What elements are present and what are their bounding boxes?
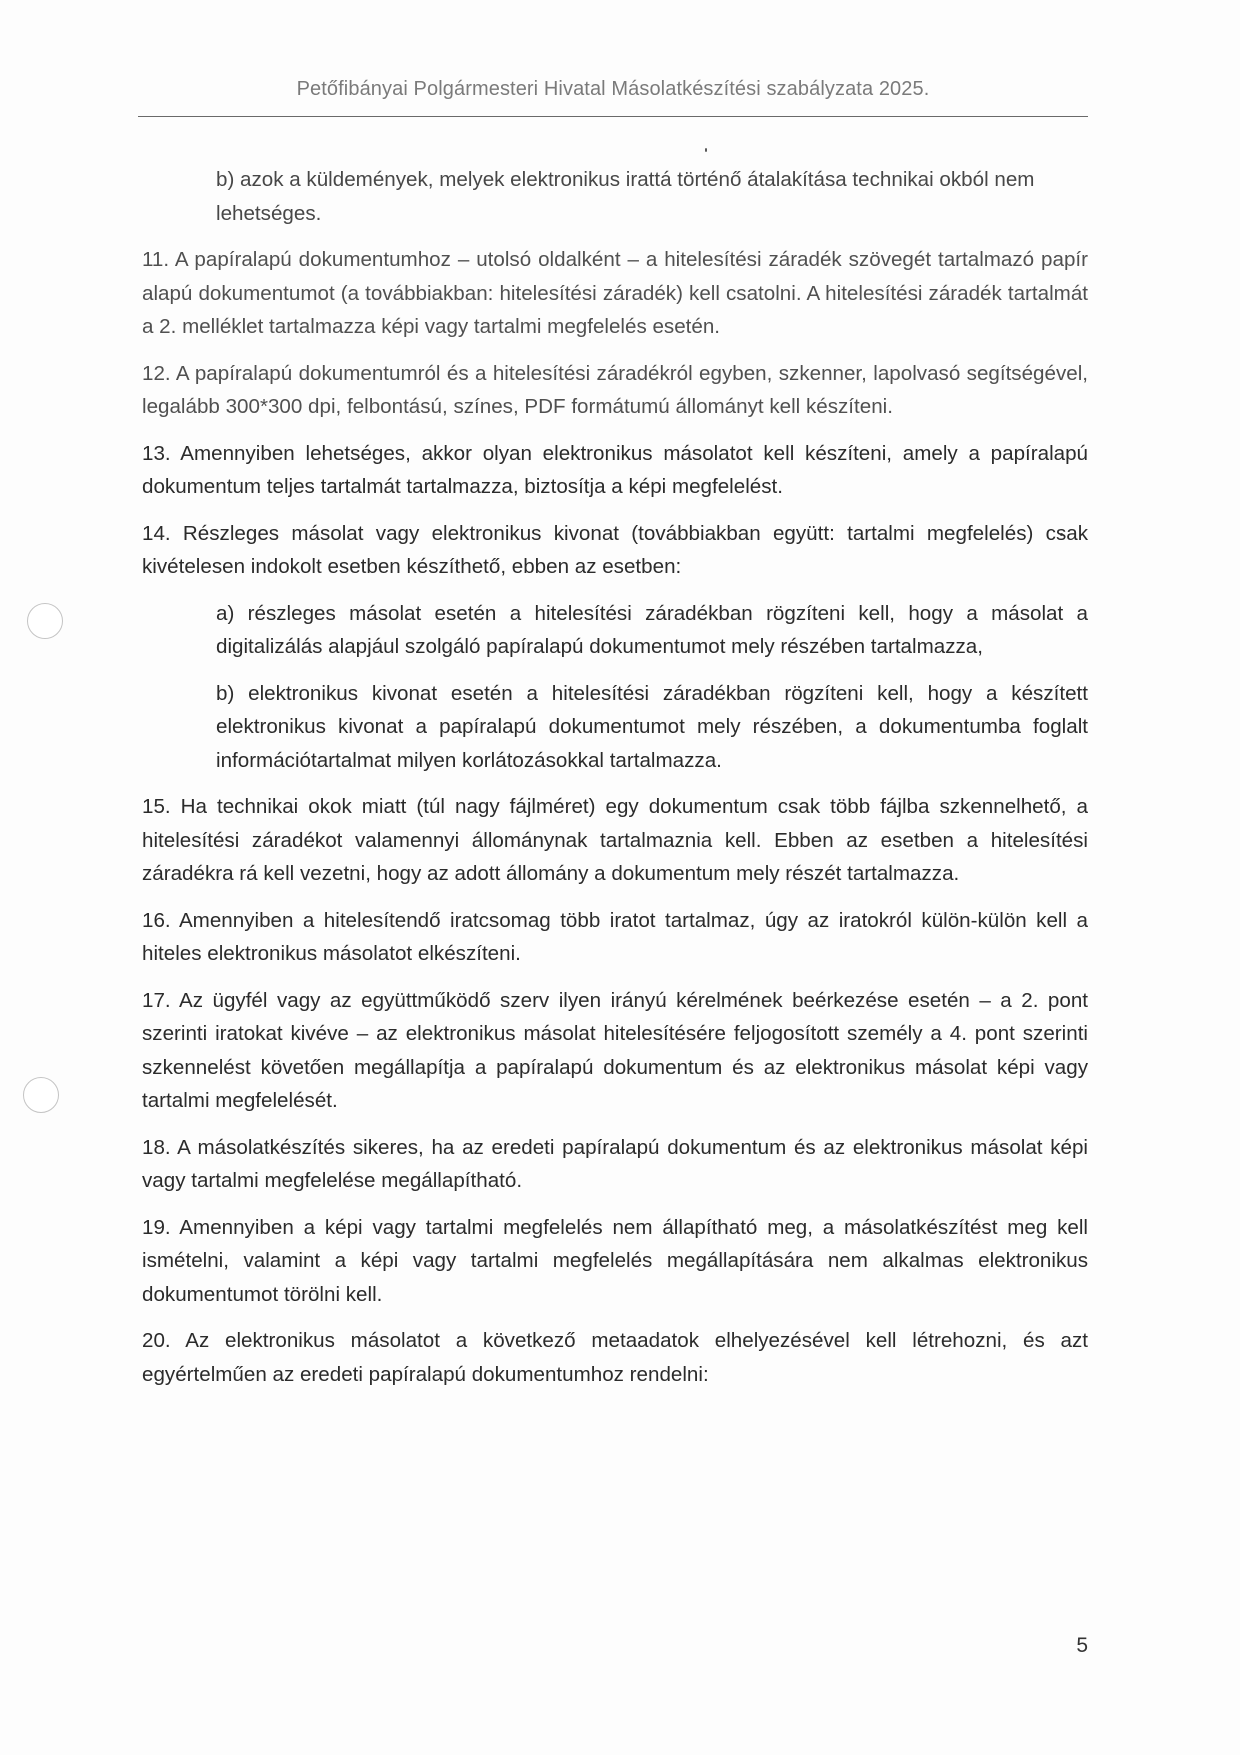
- paragraph-17: 17. Az ügyfél vagy az együttműködő szerv ilyen irányú kérelmének beérkezése esetén – a 2. pont szerinti iratokat kivéve – az elektronikus másolat hitelesítésére feljogosított személy a 4. pont szerinti szkennelést követően megállapítja a papíralapú dokumentum és az elektronikus másolat képi vagy tartalmi megfelelését.: [142, 988, 1088, 1112]
- paragraph-19: 19. Amennyiben a képi vagy tartalmi megfelelés nem állapítható meg, a másolatkészítést meg kell ismételni, valamint a képi vagy tartalmi megfelelés megállapítására nem alkalmas elektronikus dokumentumot törölni kell.: [142, 1215, 1088, 1306]
- page-header-title: Petőfibányai Polgármesteri Hivatal Másolatkészítési szabályzata 2025.: [296, 78, 930, 100]
- paragraph-13: 13. Amennyiben lehetséges, akkor olyan elektronikus másolatot kell készíteni, amely a papíralapú dokumentum teljes tartalmát tartalmazza, biztosítja a képi megfelelést.: [142, 441, 1088, 498]
- document-body: [142, 163, 1088, 1404]
- header-divider: [138, 116, 1088, 117]
- paragraph-12: 12. A papíralapú dokumentumról és a hitelesítési záradékról egyben, szkenner, lapolvasó segítségével, legalább 300*300 dpi, felbontású, színes, PDF formátumú állományt kell készíteni.: [142, 361, 1088, 418]
- paragraph-20: 20. Az elektronikus másolatot a következő metaadatok elhelyezésével kell létrehozni, és azt egyértelműen az eredeti papíralapú dokumentumhoz rendelni:: [142, 1329, 1088, 1386]
- paragraph-14a: a) részleges másolat esetén a hitelesítési záradékban rögzíteni kell, hogy a másolat a digitalizálás alapjául szolgáló papíralapú dokumentumot mely részében tartalmazza,: [216, 601, 1088, 658]
- punch-hole-top: [27, 603, 63, 639]
- paragraph-11: 11. A papíralapú dokumentumhoz – utolsó oldalként – a hitelesítési záradék szövegét tartalmazó papír alapú dokumentumot (a továbbiakban: hitelesítési záradék) kell csatolni. A hitelesítési záradék tartalmát a 2. melléklet tartalmazza képi vagy tartalmi megfelelés esetén.: [142, 248, 1088, 338]
- scan-speck: [705, 148, 707, 152]
- paragraph-18: 18. A másolatkészítés sikeres, ha az eredeti papíralapú dokumentum és az elektronikus másolat képi vagy tartalmi megfelelése megállapítható.: [142, 1135, 1088, 1192]
- paragraph-10b: b) azok a küldemények, melyek elektronikus irattá történő átalakítása technikai okból nem lehetséges.: [216, 168, 1035, 225]
- paragraph-14: 14. Részleges másolat vagy elektronikus kivonat (továbbiakban együtt: tartalmi megfelelés) csak kivételesen indokolt esetben készíthető, ebben az esetben:: [142, 521, 1088, 578]
- punch-hole-bottom: [23, 1077, 59, 1113]
- paragraph-14b: b) elektronikus kivonat esetén a hitelesítési záradékban rögzíteni kell, hogy a készített elektronikus kivonat a papíralapú dokumentumot mely részében, a dokumentumba foglalt információtartalmat milyen korlátozásokkal tartalmazza.: [216, 681, 1088, 772]
- paragraph-16: 16. Amennyiben a hitelesítendő iratcsomag több iratot tartalmaz, úgy az iratokról külön-külön kell a hiteles elektronikus másolatot elkészíteni.: [142, 908, 1088, 965]
- page-number: 5: [1076, 1634, 1088, 1657]
- paragraph-15: 15. Ha technikai okok miatt (túl nagy fájlméret) egy dokumentum csak több fájlba szkennelhető, a hitelesítési záradékot valamennyi állománynak tartalmaznia kell. Ebben az esetben a hitelesítési záradékra rá kell vezetni, hogy az adott állomány a dokumentum mely részét tartalmazza.: [142, 795, 1088, 885]
